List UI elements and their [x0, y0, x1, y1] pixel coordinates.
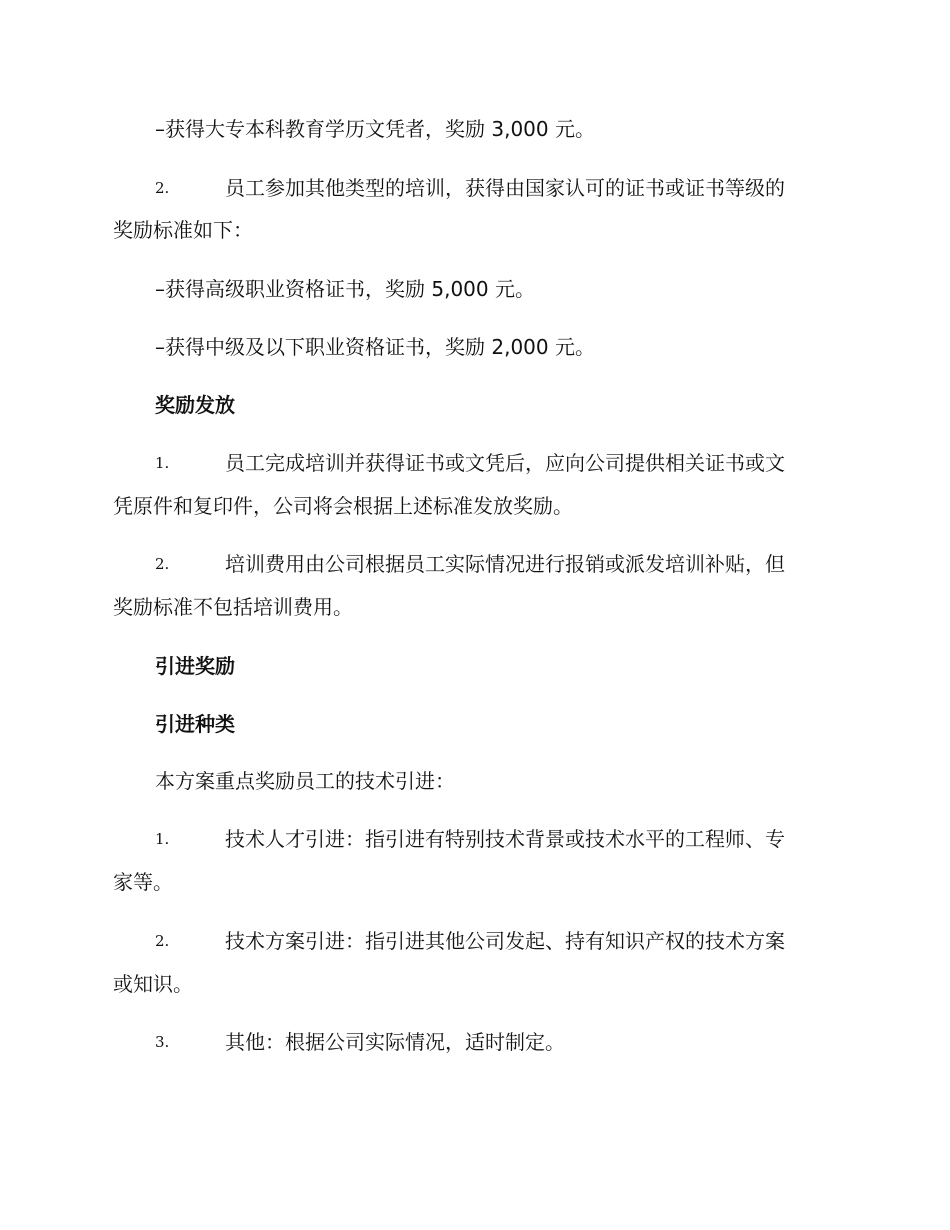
list-item-text-line1: 员工完成培训并获得证书或文凭后，应向公司提供相关证书或文 [225, 451, 785, 475]
list-item-text-line2: 凭原件和复印件，公司将会根据上述标准发放奖励。 [113, 494, 573, 518]
list-number: 2. [155, 179, 170, 197]
list-item-text-line2: 奖励标准如下： [113, 218, 253, 242]
introduction-intro-text: 本方案重点奖励员工的技术引进： [155, 769, 455, 793]
list-item-text-line1: 技术人才引进：指引进有特别技术背景或技术水平的工程师、专 [225, 827, 785, 851]
list-item-text-line1: 员工参加其他类型的培训，获得由国家认可的证书或证书等级的 [225, 176, 785, 200]
subheading-introduction-types: 引进种类 [155, 712, 235, 736]
list-item-text-line2: 家等。 [113, 870, 173, 894]
list-number: 1. [155, 830, 170, 848]
list-number: 3. [155, 1033, 170, 1051]
list-item-text-line2: 或知识。 [113, 972, 193, 996]
list-item-text-line1: 其他：根据公司实际情况，适时制定。 [225, 1030, 565, 1054]
heading-introduction-reward: 引进奖励 [155, 654, 235, 678]
list-number: 2. [155, 932, 170, 950]
list-number: 1. [155, 454, 170, 472]
list-item-text-line1: 培训费用由公司根据员工实际情况进行报销或派发培训补贴，但 [225, 552, 785, 576]
list-number: 2. [155, 555, 170, 573]
list-item-text-line1: 技术方案引进：指引进其他公司发起、持有知识产权的技术方案 [225, 929, 785, 953]
heading-reward-payout: 奖励发放 [155, 393, 235, 417]
bullet-mid-cert-reward: –获得中级及以下职业资格证书，奖励 2,000 元。 [155, 335, 595, 359]
bullet-senior-cert-reward: –获得高级职业资格证书，奖励 5,000 元。 [155, 277, 535, 301]
bullet-diploma-reward: –获得大专本科教育学历文凭者，奖励 3,000 元。 [155, 117, 595, 141]
list-item-text-line2: 奖励标准不包括培训费用。 [113, 595, 353, 619]
